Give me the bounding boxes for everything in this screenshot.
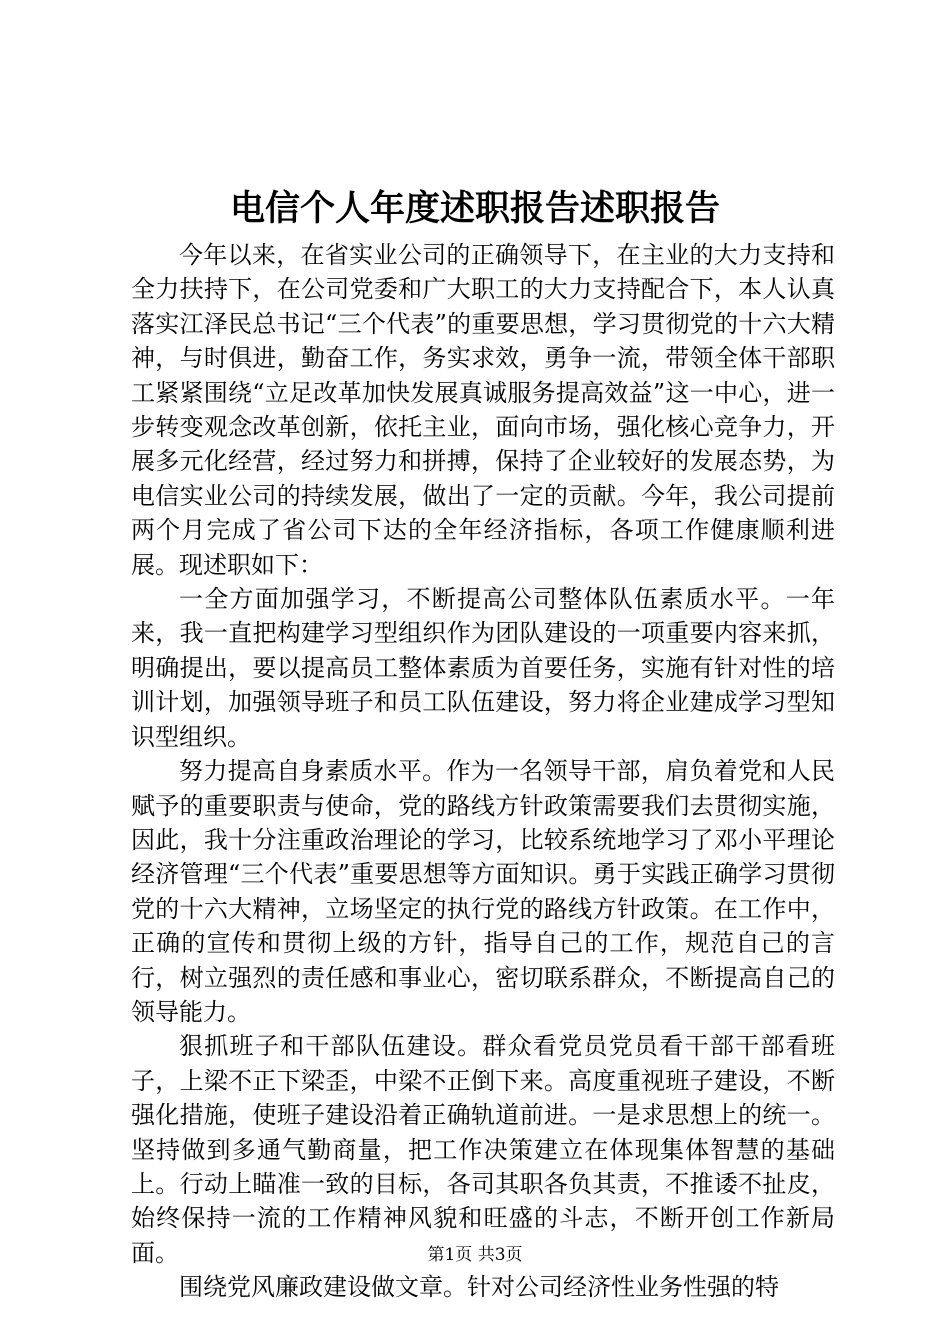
paragraph-integrity: 围绕党风廉政建设做文章。针对公司经济性业务性强的特: [179, 1273, 779, 1302]
document-body: [131, 238, 835, 1305]
page-footer: 第1页 共3页: [427, 1245, 523, 1265]
paragraph-intro: 今年以来，在省实业公司的正确领导下，在主业的大力支持和全力扶持下，在公司党委和广大职工的大力支持配合下，本人认真落实江泽民总书记“三个代表”的重要思想，学习贯彻党的十六大精神，与时俱进，勤奋工作，务实求效，勇争一流，带领全体干部职工紧紧围绕“立足改革加快发展真诚服务提高效益”这一中心，进一步转变观念改革创新，依托主业，面向市场，强化核心竞争力，开展多元化经营，经过努力和拼搏，保持了企业较好的发展态势，为电信实业公司的持续发展，做出了一定的贡献。今年，我公司提前两个月完成了省公司下达的全年经济指标，各项工作健康顺利进展。现述职如下：: [131, 241, 835, 579]
paragraph-study: 一全方面加强学习，不断提高公司整体队伍素质水平。一年来，我一直把构建学习型组织作为团队建设的一项重要内容来抓，明确提出，要以提高员工整体素质为首要任务，实施有针对性的培训计划，加强领导班子和员工队伍建设，努力将企业建成学习型知识型组织。: [131, 585, 835, 751]
paragraph-team-building: 狠抓班子和干部队伍建设。群众看党员党员看干部干部看班子，上梁不正下梁歪，中梁不正倒下来。高度重视班子建设，不断强化措施，使班子建设沿着正确轨道前进。一是求思想上的统一。坚持做到多通气勤商量，把工作决策建立在体现集体智慧的基础上。行动上瞄准一致的目标，各司其职各负其责，不推诿不扯皮，始终保持一流的工作精神风貌和旺盛的斗志，不断开创工作新局面。: [131, 1032, 835, 1267]
paragraph-self-improvement: 努力提高自身素质水平。作为一名领导干部，肩负着党和人民赋予的重要职责与使命，党的路线方针政策需要我们去贯彻实施，因此，我十分注重政治理论的学习，比较系统地学习了邓小平理论经济管理“三个代表”重要思想等方面知识。勇于实践正确学习贯彻党的十六大精神，立场坚定的执行党的路线方针政策。在工作中，正确的宣传和贯彻上级的方针，指导自己的工作，规范自己的言行，树立强烈的责任感和事业心，密切联系群众，不断提高自己的领导能力。: [131, 757, 835, 1026]
document-title: 电信个人年度述职报告述职报告: [229, 188, 720, 229]
